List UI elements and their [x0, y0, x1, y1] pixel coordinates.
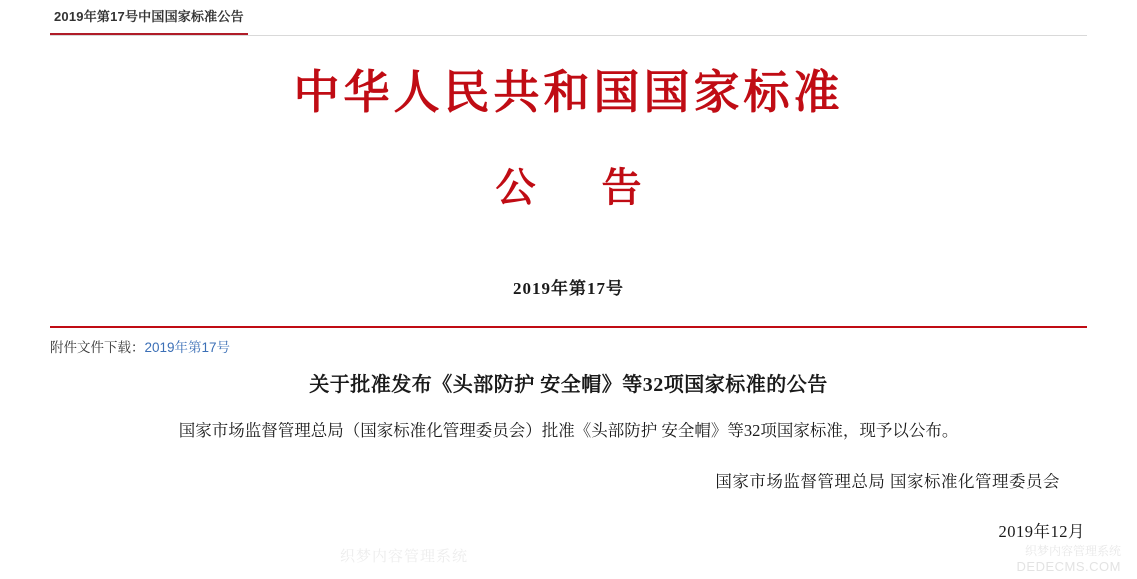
announcement-heading: 关于批准发布《头部防护 安全帽》等32项国家标准的公告: [309, 374, 828, 396]
signature-date: 2019年12月: [998, 522, 1085, 541]
attachment-row: [50, 336, 230, 356]
document-body: [0, 36, 1137, 299]
red-divider: [50, 326, 1087, 328]
watermark-center: 织梦内容管理系统: [340, 548, 469, 565]
issue-number: 2019年第17号: [513, 278, 624, 298]
page-title: 中华人民共和国国家标准: [293, 67, 844, 118]
watermark-right-bottom: DEDECMS.COM: [1016, 559, 1121, 574]
signature-organization: 国家市场监督管理总局 国家标准化管理委员会: [715, 472, 1060, 491]
announcement-paragraph: 国家市场监督管理总局（国家标准化管理委员会）批准《头部防护 安全帽》等32项国家标准，现予以公布。: [178, 421, 959, 440]
attachment-download-link[interactable]: 2019年第17号: [144, 340, 231, 355]
breadcrumb-tab-current[interactable]: 2019年第17号中国国家标准公告: [50, 5, 248, 35]
watermark-right-top: 织梦内容管理系统: [1024, 544, 1121, 558]
page-subtitle: 公 告: [495, 164, 670, 210]
attachment-label: 附件文件下载：: [50, 340, 145, 355]
top-bar: [0, 0, 1137, 36]
